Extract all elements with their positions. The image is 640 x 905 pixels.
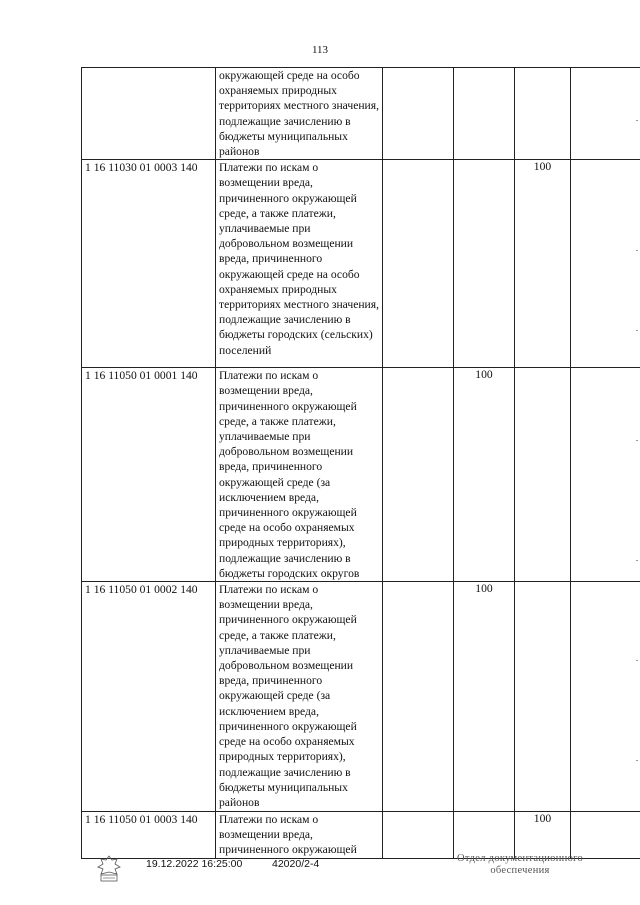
value-cell-2: [454, 160, 515, 368]
department-stamp: [440, 853, 600, 877]
value-cell-1: [383, 160, 454, 368]
value-cell-1: [383, 582, 454, 812]
value-cell-1: [383, 68, 454, 160]
code-cell: [82, 68, 216, 160]
code-cell-text: 1 16 11050 01 0001 140: [85, 369, 198, 383]
description-cell: [216, 368, 383, 582]
value-cell-4: [571, 68, 640, 160]
description-cell: [216, 582, 383, 812]
code-cell: [82, 582, 216, 812]
table-row: [82, 582, 640, 812]
value-cell-3: [515, 368, 571, 582]
value-cell-2: [454, 68, 515, 160]
table-row: [82, 68, 640, 160]
code-cell: [82, 368, 216, 582]
description-cell: [216, 68, 383, 160]
footer-doc-number: 42020/2-4: [272, 858, 320, 870]
value-cell-3: [515, 160, 571, 368]
description-cell-text: Платежи по искам о возмещении вреда, причиненного окружающей среде, а также платежи, уплачиваемые при добровольном возмещении вреда, причиненного окружающей среде (за исключением вреда, причиненного окружающей среде на особо охраняемых природных территориях), подлежащие зачислению в бюджеты муниципальных районов: [219, 583, 357, 809]
stamp-line-1: Отдел документационного: [456, 853, 584, 864]
value-cell-2-text: 100: [475, 368, 493, 382]
value-cell-2-text: 100: [475, 582, 493, 596]
value-cell-2: [454, 582, 515, 812]
code-cell-text: 1 16 11050 01 0002 140: [85, 583, 198, 597]
value-cell-1: [383, 368, 454, 582]
description-cell: [216, 160, 383, 368]
scan-edge-marks: [634, 0, 638, 905]
description-cell-text: окружающей среде на особо охраняемых природных территориях местного значения, подлежащие зачислению в бюджеты муниципальных районов: [219, 69, 379, 159]
description-cell-text: Платежи по искам о возмещении вреда, причиненного окружающей среде, а также платежи, уплачиваемые при добровольном возмещении вреда, причиненного окружающей среде на особо охраняемых природных территориях местного значения, подлежащие зачислению в бюджеты городских (сельских) поселений: [219, 161, 379, 357]
value-cell-2: [454, 368, 515, 582]
value-cell-3-text: 100: [533, 160, 552, 174]
description-cell-text: Платежи по искам о возмещении вреда, причиненного окружающей среде, а также платежи, уплачиваемые при добровольном возмещении вреда, причиненного окружающей среде (за исключением вреда, причиненного окружающей среде на особо охраняемых природных территориях), подлежащие зачислению в бюджеты городских округов: [219, 369, 360, 580]
description-cell-text: Платежи по искам о возмещении вреда, причиненного окружающей: [219, 813, 357, 857]
value-cell-3: [515, 68, 571, 160]
code-cell: [82, 160, 216, 368]
value-cell-4: [571, 368, 640, 582]
value-cell-3-text: 100: [533, 812, 552, 826]
budget-table: [81, 67, 640, 859]
footer-datetime: 19.12.2022 16:25:00: [146, 858, 243, 870]
code-cell-text: 1 16 11030 01 0003 140: [85, 161, 198, 175]
table-row: [82, 368, 640, 582]
page-number: 113: [311, 44, 329, 56]
stamp-line-2: обеспечения: [490, 865, 550, 876]
value-cell-4: [571, 582, 640, 812]
coat-of-arms-icon: [95, 854, 123, 884]
value-cell-3: [515, 582, 571, 812]
footer: [0, 852, 640, 902]
value-cell-4: [571, 160, 640, 368]
code-cell-text: 1 16 11050 01 0003 140: [85, 813, 198, 827]
table-row: [82, 160, 640, 368]
